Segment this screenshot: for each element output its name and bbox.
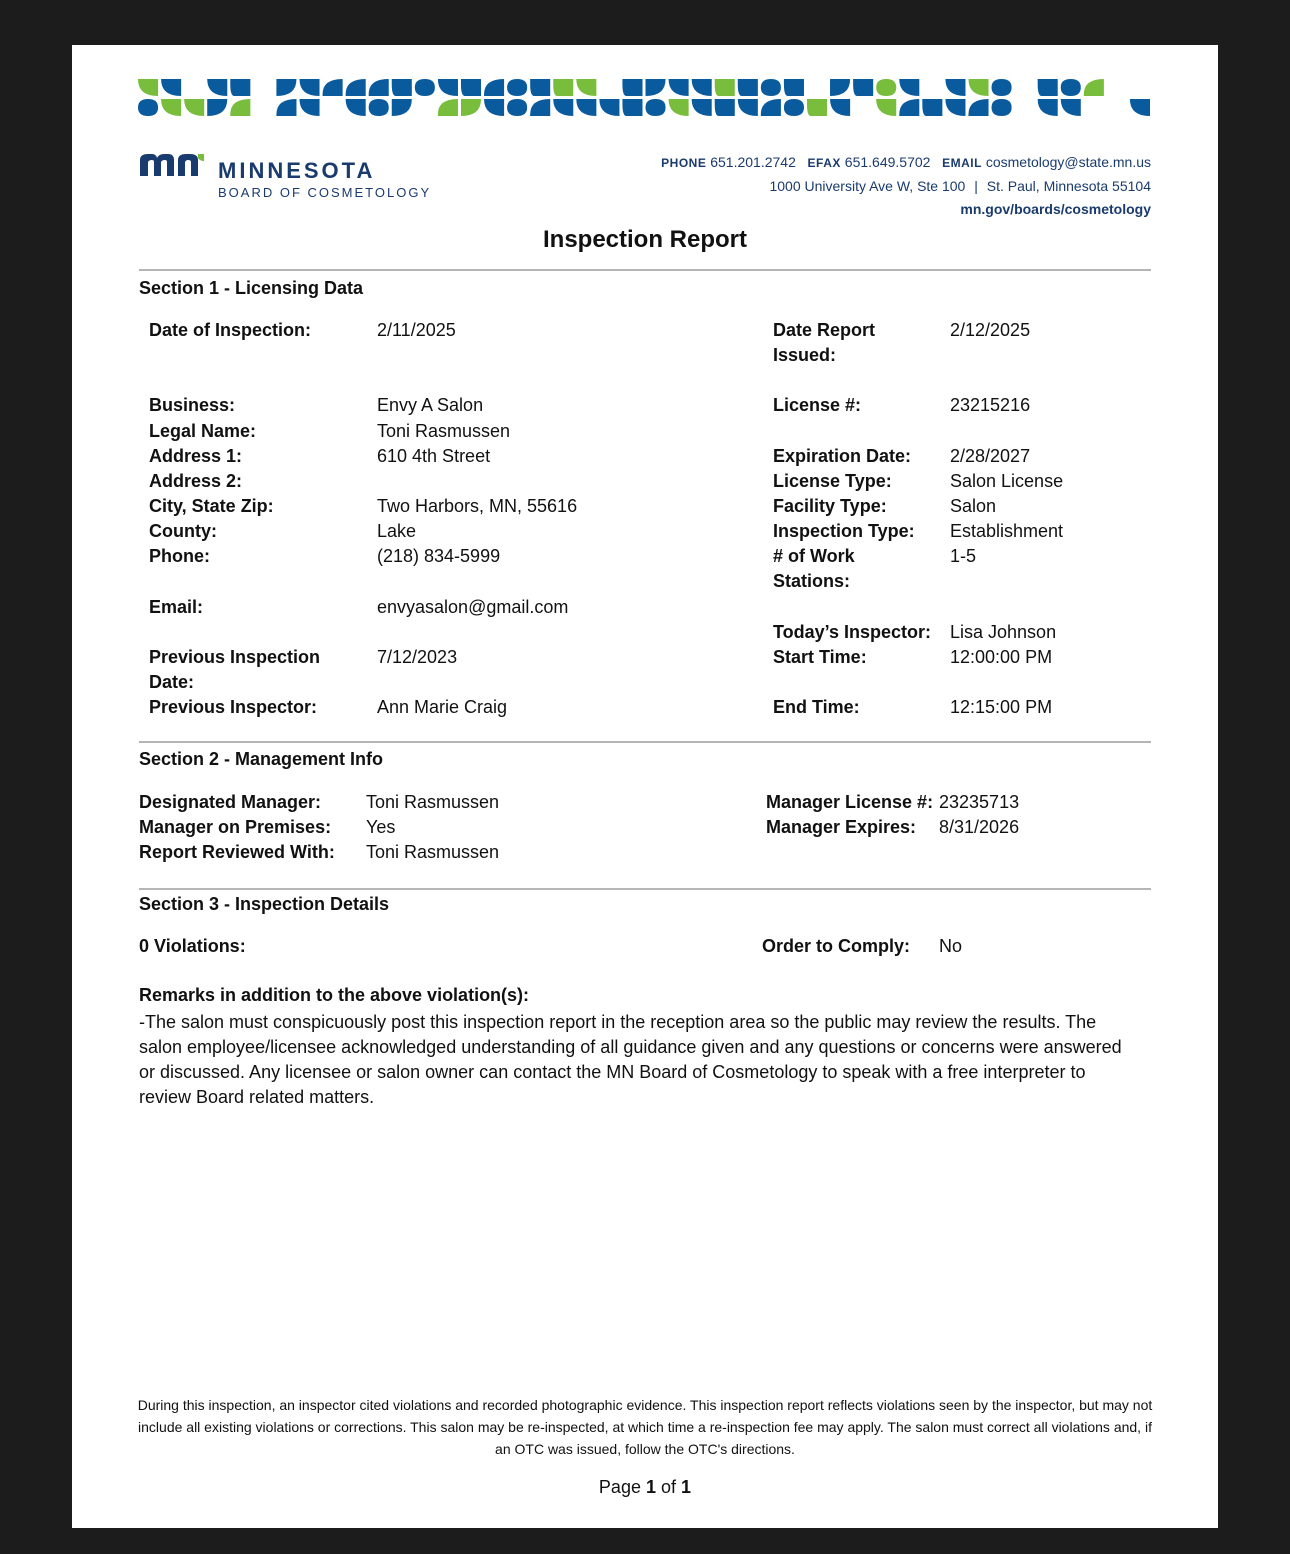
leaf-shape [461,99,481,116]
section-1-divider [139,269,1151,271]
end-time-label: End Time: [773,697,860,717]
phone-label: Phone: [149,546,210,566]
leaf-shape [276,99,296,116]
leaf-shape [669,79,689,96]
leaf-shape [369,79,389,96]
leaf-shape [622,79,642,96]
report-title: Inspection Report [542,226,747,253]
leaf-shape [438,99,458,116]
leaf-shape [622,99,642,116]
inspection-type-label: Inspection Type: [773,521,915,541]
leaf-shape [761,99,781,116]
date-report-issued-label-2: Issued: [773,345,837,365]
page-number [72,1477,1218,1498]
leaf-shape [784,99,804,116]
business-value: Envy A Salon [377,395,484,415]
page-word: Page [598,1477,641,1497]
contact-line-1 [661,151,1151,175]
leaf-shape [438,79,458,96]
leaf-shape [853,79,873,96]
leaf-shape [207,99,227,116]
email-value: envyasalon@gmail.com [377,597,569,617]
leaf-shape [1038,79,1058,96]
website-link[interactable]: mn.gov/boards/cosmetology [960,201,1151,217]
leaf-shape [230,79,250,96]
leaf-shape [945,79,965,96]
leaf-shape [1038,99,1058,116]
violations-count: 0 Violations: [139,936,246,956]
leaf-shape [715,99,735,116]
city-address: St. Paul, Minnesota 55104 [986,178,1151,194]
leaf-shape [507,99,527,116]
email-label: EMAIL [942,156,982,170]
manager-expires-value: 8/31/2026 [939,817,1020,837]
leaf-shape [1061,99,1081,116]
leaf-shape [230,99,250,116]
phone-label: PHONE [661,156,707,170]
section-3-title: Section 3 - Inspection Details [139,894,390,914]
page-total: 1 [681,1477,692,1497]
business-label: Business: [149,395,236,415]
expiration-value: 2/28/2027 [950,446,1031,466]
section-3-divider [139,888,1151,890]
leaf-shape [830,99,850,116]
leaf-shape [346,99,366,116]
mn-logo-icon [140,152,204,178]
report-reviewed-value: Toni Rasmussen [366,842,500,862]
email-address: cosmetology@state.mn.us [985,154,1151,170]
of-word: of [661,1477,677,1497]
previous-inspection-value: 7/12/2023 [377,647,458,667]
efax-number: 651.649.5702 [844,154,931,170]
leaf-shape [299,99,319,116]
leaf-shape [738,99,758,116]
start-time-value: 12:00:00 PM [950,647,1053,667]
city-label: City, State Zip: [149,496,274,516]
leaf-shape [876,99,896,116]
designated-manager-value: Toni Rasmussen [366,792,500,812]
manager-expires-label: Manager Expires: [766,817,917,837]
leaf-shape [1130,99,1150,116]
leaf-shape [646,99,666,116]
license-label: License #: [773,395,862,415]
leaf-shape [530,79,550,96]
county-value: Lake [377,521,417,541]
date-of-inspection-value: 2/11/2025 [377,320,456,340]
leaf-shape [692,99,712,116]
leaf-shape [161,79,181,96]
section-2-title: Section 2 - Management Info [139,749,384,769]
leaf-shape [507,79,527,96]
org-subtitle: BOARD OF COSMETOLOGY [218,185,432,200]
leaf-shape [968,79,988,96]
page-current: 1 [645,1477,656,1497]
leaf-shape [138,99,158,116]
leaf-shape [992,99,1012,116]
address1-value: 610 4th Street [377,446,491,466]
leaf-shape [484,79,504,96]
designated-manager-label: Designated Manager: [139,792,322,812]
leaf-shape [323,79,343,96]
report-reviewed-label: Report Reviewed With: [139,842,335,862]
facility-type-label: Facility Type: [773,496,887,516]
manager-on-premises-label: Manager on Premises: [139,817,332,837]
legal-name-value: Toni Rasmussen [377,421,511,441]
leaf-shape [138,79,158,96]
date-report-issued-label-1: Date Report [773,320,876,340]
leaf-shape [968,99,988,116]
leaf-shape [922,99,942,116]
leaf-shape [161,99,181,116]
license-type-value: Salon License [950,471,1064,491]
leaf-shape [484,99,504,116]
work-stations-value: 1-5 [950,546,977,566]
leaf-shape [692,79,712,96]
start-time-label: Start Time: [773,647,867,667]
address2-label: Address 2: [149,471,243,491]
previous-inspection-label-1: Previous Inspection [149,647,321,667]
leaf-shape [876,79,896,96]
facility-type-value: Salon [950,496,997,516]
inspector-label: Today’s Inspector: [773,622,932,642]
email-label: Email: [149,597,204,617]
leaf-shape [599,99,619,116]
section-2-divider [139,741,1151,743]
leaf-shape [830,79,850,96]
leaf-shape [669,99,689,116]
leaf-shape [738,79,758,96]
leaf-shape [276,79,296,96]
leaf-shape [899,79,919,96]
leaf-shape [945,99,965,116]
leaf-shape [207,79,227,96]
manager-license-label: Manager License #: [766,792,934,812]
date-report-issued-value: 2/12/2025 [950,320,1031,340]
leaf-shape [553,99,573,116]
inspector-value: Lisa Johnson [950,622,1057,642]
org-name: MINNESOTA [218,158,376,183]
leaf-shape [807,99,827,116]
report-page [72,45,1218,1528]
leaf-shape [646,79,666,96]
leaf-shape [392,79,412,96]
leaf-shape [1084,79,1104,96]
order-to-comply-value: No [939,936,963,956]
leaf-shape [299,79,319,96]
remarks-text: -The salon must conspicuously post this inspection report in the reception area so the public may review the results. The salon employee/licensee acknowledged understanding of all guidance given and any questions or concerns were answered or discussed. Any licensee or salon owner can contact the MN Board of Cosmetology to speak with a free interpreter to review Board related matters. [139,1012,1122,1107]
leaf-shape [530,99,550,116]
previous-inspector-label: Previous Inspector: [149,697,318,717]
leaf-shape [392,99,412,116]
leaf-shape [346,79,366,96]
decorative-leaf-pattern [137,78,1152,118]
leaf-shape [992,79,1012,96]
previous-inspection-label-2: Date: [149,672,195,692]
leaf-shape [576,99,596,116]
manager-license-value: 23235713 [939,792,1020,812]
county-label: County: [149,521,217,541]
manager-on-premises-value: Yes [366,817,396,837]
leaf-shape [415,79,435,96]
previous-inspector-value: Ann Marie Craig [377,697,508,717]
footer-disclaimer: During this inspection, an inspector cited violations and recorded photographic evidence. This inspection report reflects violations seen by the inspector, but may not include all existing violations or corrections. This salon may be re-inspected, at which time a re-inspection fee may apply. The salon must correct all violations and, if an OTC was issued, follow the OTC's directions. [137,1397,1153,1457]
efax-label: EFAX [807,156,841,170]
leaf-shape [576,79,596,96]
date-of-inspection-label: Date of Inspection: [149,320,312,340]
work-stations-label-2: Stations: [773,571,851,591]
legal-name-label: Legal Name: [149,421,257,441]
license-value: 23215216 [950,395,1031,415]
leaf-shape [899,99,919,116]
inspection-type-value: Establishment [950,521,1064,541]
order-to-comply-label: Order to Comply: [762,936,911,956]
leaf-shape [369,99,389,116]
work-stations-label-1: # of Work [773,546,855,566]
leaf-shape [461,79,481,96]
contact-line-2 [661,175,1151,198]
phone-value: (218) 834-5999 [377,546,501,566]
address-separator: | [974,178,978,194]
leaf-shape [715,79,735,96]
license-type-label: License Type: [773,471,892,491]
street-address: 1000 University Ave W, Ste 100 [769,178,966,194]
city-value: Two Harbors, MN, 55616 [377,496,578,516]
leaf-shape [784,79,804,96]
leaf-shape [761,79,781,96]
leaf-shape [553,79,573,96]
remarks-title: Remarks in addition to the above violation(s): [139,985,530,1005]
leaf-shape [184,99,204,116]
end-time-value: 12:15:00 PM [950,697,1053,717]
leaf-shape [1061,79,1081,96]
contact-block [661,151,1151,221]
expiration-label: Expiration Date: [773,446,912,466]
section-1-title: Section 1 - Licensing Data [139,278,364,298]
phone-number: 651.201.2742 [710,154,796,170]
address1-label: Address 1: [149,446,243,466]
